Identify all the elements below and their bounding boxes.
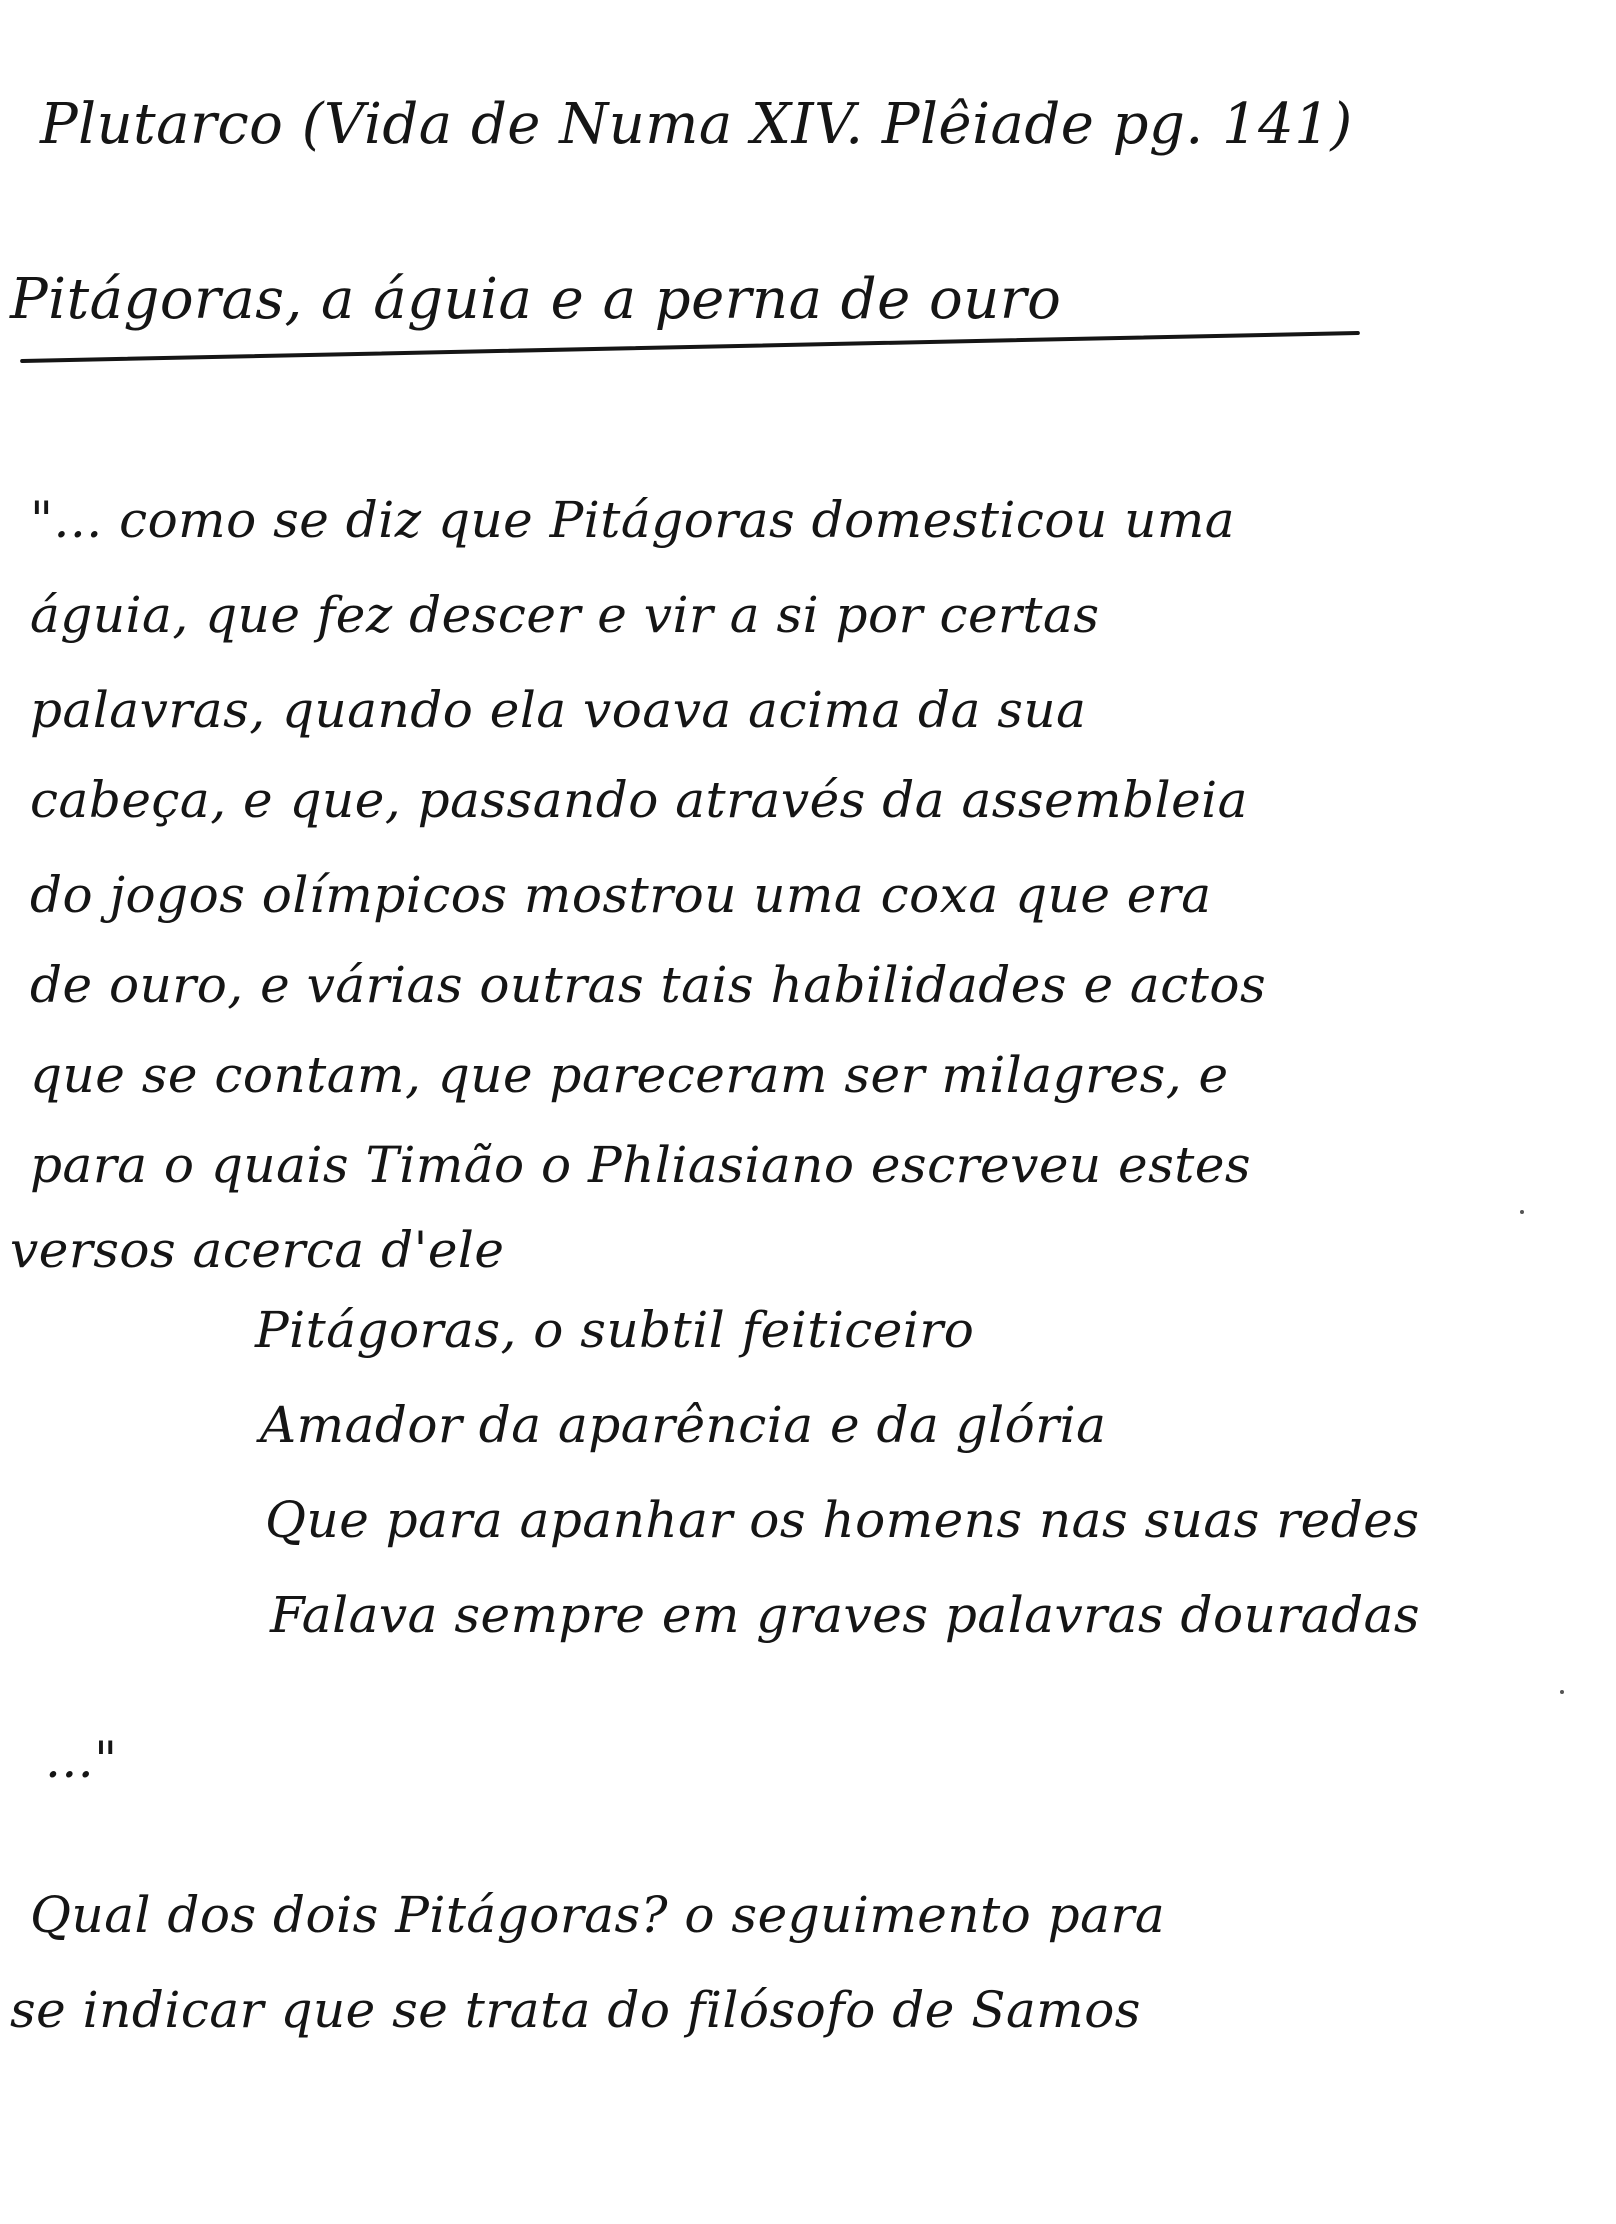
page-title: Pitágoras, a águia e a perna de ouro — [10, 267, 1062, 332]
quote-line-3: palavras, quando ela voava acima da sua — [30, 681, 1087, 739]
citation-heading: Plutarco (Vida de Numa XIV. Plêiade pg. 141) — [40, 92, 1353, 157]
verse-line-2: Amador da aparência e da glória — [260, 1396, 1107, 1454]
verse-line-1: Pitágoras, o subtil feiticeiro — [255, 1301, 975, 1359]
note-line-2: se indicar que se trata do filósofo de Samos — [10, 1981, 1141, 2039]
title-underline — [20, 331, 1360, 363]
ink-speck — [1520, 1210, 1524, 1214]
ink-speck — [1560, 1690, 1564, 1694]
note-line-1: Qual dos dois Pitágoras? o seguimento para — [30, 1886, 1166, 1944]
quote-line-5: do jogos olímpicos mostrou uma coxa que era — [30, 866, 1212, 924]
verse-line-3: Que para apanhar os homens nas suas redes — [265, 1491, 1420, 1549]
quote-line-1: "... como se diz que Pitágoras domesticou uma — [30, 491, 1236, 549]
quote-closing: ..." — [45, 1731, 118, 1789]
quote-line-7: que se contam, que pareceram ser milagres, e — [30, 1046, 1229, 1104]
quote-line-8: para o quais Timão o Phliasiano escreveu estes — [30, 1136, 1252, 1194]
quote-line-2: águia, que fez descer e vir a si por certas — [30, 586, 1100, 644]
quote-line-9: versos acerca d'ele — [10, 1221, 505, 1279]
quote-line-4: cabeça, e que, passando através da assembleia — [30, 771, 1248, 829]
verse-line-4: Falava sempre em graves palavras douradas — [270, 1586, 1421, 1644]
quote-line-6: de ouro, e várias outras tais habilidades e actos — [30, 956, 1267, 1014]
